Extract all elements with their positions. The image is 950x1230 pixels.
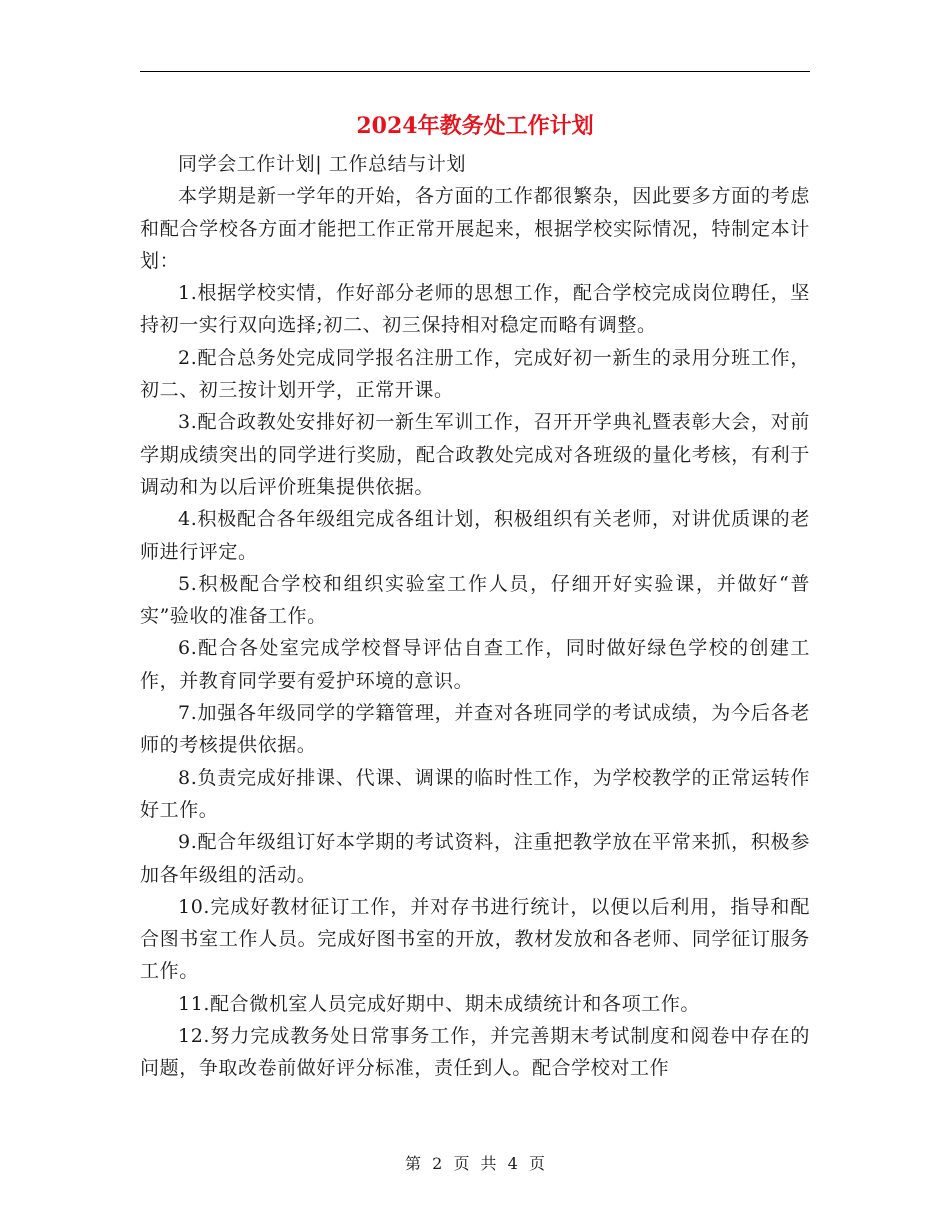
plan-item-12: 12.努力完成教务处日常事务工作，并完善期末考试制度和阅卷中存在的问题，争取改卷前做好评分标准，责任到人。配合学校对工作 (140, 1025, 810, 1080)
document-body (140, 148, 810, 1085)
footer-page-word: 页 (453, 1154, 470, 1173)
footer-suffix: 页 (528, 1154, 545, 1173)
footer-prefix: 第 (405, 1154, 422, 1173)
page-footer (0, 1152, 950, 1176)
intro-paragraph: 本学期是新一学年的开始，各方面的工作都很繁杂，因此要多方面的考虑和配合学校各方面才能把工作正常开展起来，根据学校实际情况，特制定本计划： (140, 185, 810, 272)
plan-item-4: 4.积极配合各年级组完成各组计划，积极组织有关老师，对讲优质课的老师进行评定。 (140, 508, 810, 563)
plan-item-11: 11.配合微机室人员完成好期中、期未成绩统计和各项工作。 (178, 992, 701, 1015)
footer-current-page: 2 (432, 1154, 443, 1173)
plan-item-10: 10.完成好教材征订工作，并对存书进行统计，以便以后利用，指导和配合图书室工作人员。完成好图书室的开放，教材发放和各老师、同学征订服务工作。 (140, 895, 810, 983)
plan-item-5: 5.积极配合学校和组织实验室工作人员，仔细开好实验课，并做好“普实”验收的准备工作。 (140, 572, 810, 628)
document-title: 2024年教务处工作计划 (356, 113, 594, 139)
header-rule (140, 71, 810, 72)
plan-item-2: 2.配合总务处完成同学报名注册工作，完成好初一新生的录用分班工作，初二、初三按计划开学，正常开课。 (140, 346, 810, 402)
plan-item-8: 8.负责完成好排课、代课、调课的临时性工作，为学校教学的正常运转作好工作。 (140, 766, 810, 821)
footer-total-word: 共 (480, 1154, 497, 1173)
plan-item-1: 1.根据学校实情，作好部分老师的思想工作，配合学校完成岗位聘任，坚持初一实行双向选择;初二、初三保持相对稳定而略有调整。 (140, 282, 810, 337)
plan-item-9: 9.配合年级组订好本学期的考试资料，注重把教学放在平常来抓，积极参加各年级组的活动。 (140, 831, 810, 886)
plan-item-6: 6.配合各处室完成学校督导评估自查工作，同时做好绿色学校的创建工作，并教育同学要有爱护环境的意识。 (140, 637, 810, 692)
plan-item-7: 7.加强各年级同学的学籍管理，并查对各班同学的考试成绩，为今后各老师的考核提供依据。 (140, 702, 810, 757)
subtitle-line: 同学会工作计划| 工作总结与计划 (178, 153, 467, 175)
plan-item-3: 3.配合政教处安排好初一新生军训工作，召开开学典礼暨表彰大会，对前学期成绩突出的同学进行奖励，配合政教处完成对各班级的量化考核，有利于调动和为以后评价班集提供依据。 (140, 411, 810, 498)
footer-total-pages: 4 (507, 1154, 518, 1173)
